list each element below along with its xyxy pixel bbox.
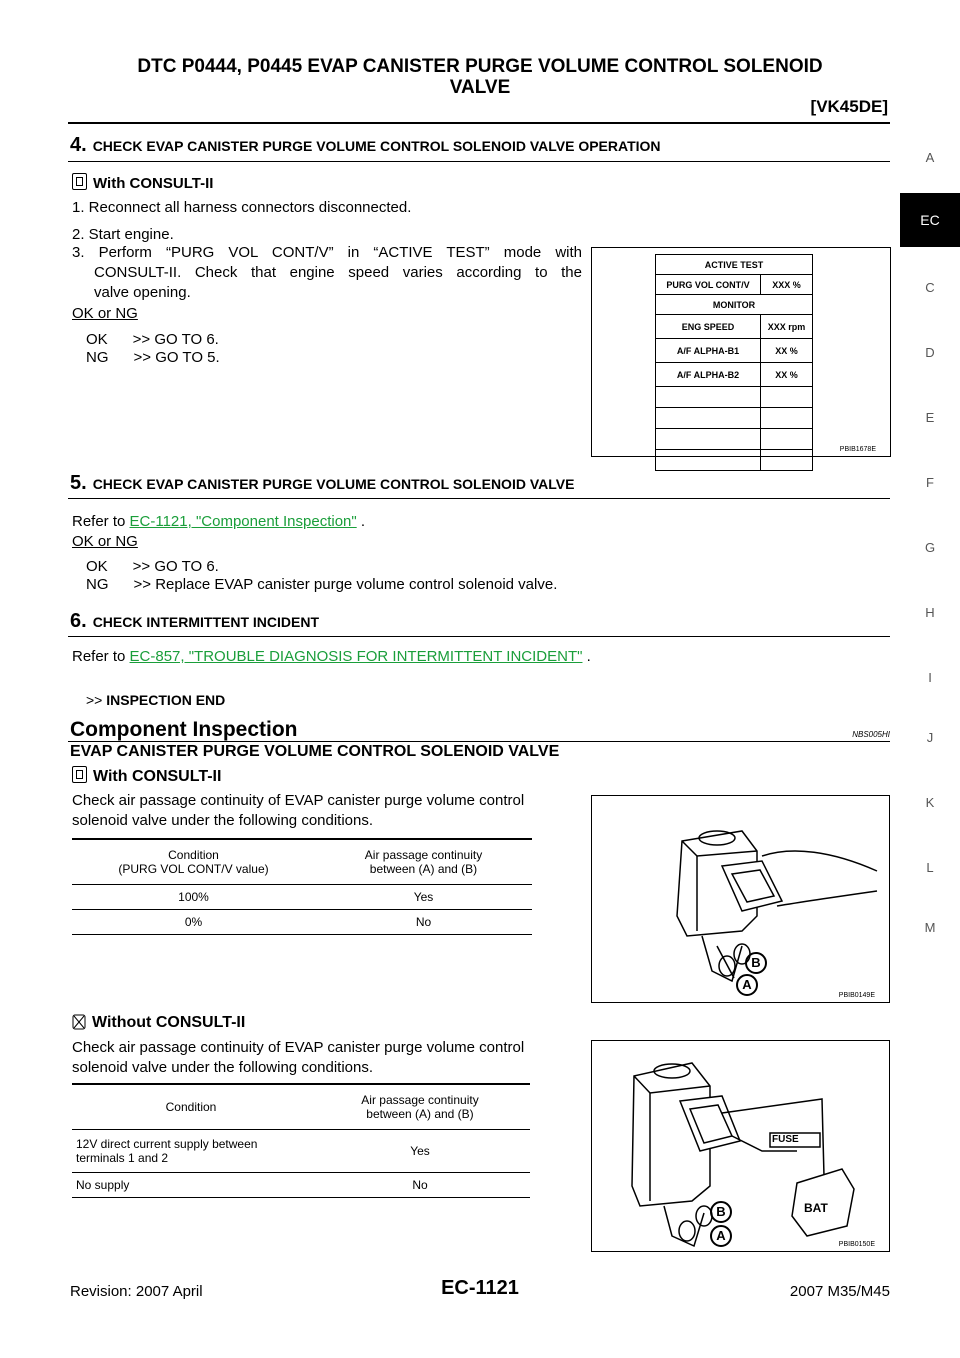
table2-header-continuity — [310, 1084, 530, 1130]
table2-header-continuity-a: Air passage continuity — [361, 1093, 479, 1107]
step4-item-3a: 3. Perform “PURG VOL CONT/V” in “ACTIVE TEST” mode with — [72, 244, 582, 261]
fig1-caption: PBIB0149E — [838, 992, 875, 999]
step5-ok: OK >> GO TO 6. — [86, 558, 219, 575]
fig2-label-b: B — [710, 1201, 732, 1223]
step6-refer-text: Refer to — [72, 648, 130, 665]
step4-item-1: 1. Reconnect all harness connectors disconnected. — [72, 199, 412, 216]
table2-row2-condition: No supply — [72, 1173, 310, 1198]
step4-heading — [70, 134, 661, 157]
page-title-line2: VALVE — [449, 77, 511, 98]
step5-title: CHECK EVAP CANISTER PURGE VOLUME CONTROL SOLENOID VALVE — [92, 476, 575, 492]
table1-row2-condition: 0% — [72, 910, 315, 935]
component-without-text1: Check air passage continuity of EVAP canister purge volume control — [72, 1039, 525, 1056]
active-test-figure — [591, 247, 891, 457]
side-index-f[interactable]: F — [926, 475, 934, 490]
side-index-h[interactable]: H — [925, 605, 935, 620]
component-without-text — [72, 1038, 524, 1078]
table-row — [72, 1130, 530, 1173]
component-rule — [68, 741, 890, 742]
active-test-row4-value: XX % — [761, 363, 813, 387]
table2-row2-value: No — [310, 1173, 530, 1198]
component-without-label: Without CONSULT-II — [92, 1014, 246, 1031]
component-title: Component Inspection — [70, 718, 298, 741]
side-index-j[interactable]: J — [926, 730, 934, 745]
table2-row1-condition-a: 12V direct current supply between — [76, 1137, 258, 1151]
table-row — [72, 1173, 530, 1198]
active-test-row1-label: PURG VOL CONT/V — [656, 275, 761, 295]
side-index-d[interactable]: D — [925, 345, 935, 360]
step6-end-prefix: >> — [86, 692, 103, 708]
step4-title: CHECK EVAP CANISTER PURGE VOLUME CONTROL SOLENOID VALVE OPERATION — [92, 138, 661, 154]
side-index-g[interactable]: G — [924, 540, 936, 555]
side-index-ec[interactable]: EC — [900, 193, 960, 247]
step6-rule — [68, 636, 890, 637]
fig1-label-b: B — [745, 952, 767, 974]
consult-icon — [72, 766, 87, 783]
footer-model: 2007 M35/M45 — [789, 1283, 890, 1300]
table2-header-continuity-b: between (A) and (B) — [366, 1107, 474, 1121]
component-without-text2: solenoid valve under the following conditions. — [72, 1059, 374, 1076]
component-without-consult — [72, 1013, 245, 1033]
side-index-c[interactable]: C — [925, 280, 935, 295]
page-title — [0, 56, 960, 98]
active-test-row3-label: A/F ALPHA-B1 — [656, 339, 761, 363]
step6-end-label: INSPECTION END — [106, 692, 226, 708]
consult-icon — [72, 173, 87, 190]
component-with-consult — [72, 766, 221, 787]
table1-row1-condition: 100% — [72, 885, 315, 910]
table1-row1-value: Yes — [315, 885, 532, 910]
step4-rule — [68, 161, 890, 162]
step6-end — [86, 692, 225, 708]
component-with-text1: Check air passage continuity of EVAP canister purge volume control — [72, 792, 525, 809]
step4-ok: OK >> GO TO 6. — [86, 331, 219, 348]
step5-number: 5. — [70, 472, 87, 494]
step5-ok-or-ng: OK or NG — [72, 533, 138, 550]
fig2-battery-label: BAT — [804, 1201, 828, 1215]
component-code: NBS005HI — [852, 730, 890, 739]
step6-refer — [72, 647, 591, 667]
active-test-header: ACTIVE TEST — [656, 255, 813, 275]
table2-header-condition: Condition — [72, 1084, 310, 1130]
component-subtitle: EVAP CANISTER PURGE VOLUME CONTROL SOLENOID VALVE — [70, 743, 560, 760]
solenoid-valve-figure — [591, 795, 890, 1003]
step4-item-3 — [72, 243, 582, 303]
table1-header-condition-a: Condition — [168, 848, 219, 862]
table1-header-continuity-b: between (A) and (B) — [369, 862, 478, 876]
footer-revision: Revision: 2007 April — [70, 1283, 203, 1300]
side-index-k[interactable]: K — [925, 795, 935, 810]
side-index-e[interactable]: E — [925, 410, 935, 425]
component-with-label: With CONSULT-II — [93, 768, 222, 785]
step6-heading — [70, 610, 319, 633]
side-index-a[interactable]: A — [925, 150, 935, 165]
component-with-text2: solenoid valve under the following conditions. — [72, 812, 374, 829]
no-consult-icon — [72, 1014, 86, 1030]
fig1-label-a: A — [736, 974, 758, 996]
solenoid-valve-drawing — [592, 796, 889, 1002]
page-title-line1: DTC P0444, P0445 EVAP CANISTER PURGE VOLUME CONTROL SOLENOID — [137, 56, 823, 77]
step5-link[interactable]: EC-1121, "Component Inspection" — [129, 513, 357, 530]
step5-ng: NG >> Replace EVAP canister purge volume control solenoid valve. — [86, 576, 558, 593]
footer-page-number: EC-1121 — [441, 1277, 519, 1299]
table1-header-continuity — [315, 839, 532, 885]
solenoid-battery-figure — [591, 1040, 890, 1252]
step6-title: CHECK INTERMITTENT INCIDENT — [92, 614, 320, 630]
step5-heading — [70, 472, 574, 495]
table-row — [72, 885, 532, 910]
step4-item-2: 2. Start engine. — [72, 226, 174, 243]
step6-number: 6. — [70, 610, 87, 632]
side-index-i[interactable]: I — [928, 670, 932, 685]
table2-row1-condition — [72, 1130, 310, 1173]
header-rule — [68, 122, 890, 124]
table-row — [72, 910, 532, 935]
fig2-caption: PBIB0150E — [838, 1241, 875, 1248]
step4-item-3b: CONSULT-II. Check that engine speed varies according to the — [94, 264, 582, 281]
solenoid-battery-drawing — [592, 1041, 889, 1251]
no-consult-condition-table — [72, 1083, 530, 1198]
step4-ng: NG >> GO TO 5. — [86, 349, 220, 366]
active-test-row3-value: XX % — [761, 339, 813, 363]
component-with-text — [72, 791, 524, 831]
fig2-fuse-label: FUSE — [772, 1134, 799, 1145]
step5-refer-text: Refer to — [72, 513, 130, 530]
table2-row1-value: Yes — [310, 1130, 530, 1173]
active-test-monitor: MONITOR — [656, 295, 813, 315]
step6-refer-end: . — [582, 648, 591, 665]
table2-row1-condition-b: terminals 1 and 2 — [76, 1151, 169, 1165]
active-test-row2-label: ENG SPEED — [656, 315, 761, 339]
consult-condition-table — [72, 838, 532, 935]
engine-code: [VK45DE] — [810, 97, 888, 116]
table1-header-condition — [72, 839, 315, 885]
step6-link[interactable]: EC-857, "TROUBLE DIAGNOSIS FOR INTERMITTENT INCIDENT" — [129, 648, 583, 665]
step4-number: 4. — [70, 134, 87, 156]
step4-with-label: With CONSULT-II — [93, 175, 214, 192]
side-index-l[interactable]: L — [926, 860, 934, 875]
side-index-m[interactable]: M — [924, 920, 936, 935]
active-test-caption: PBIB1678E — [839, 446, 876, 453]
step5-rule — [68, 498, 890, 499]
active-test-row4-label: A/F ALPHA-B2 — [656, 363, 761, 387]
table1-header-condition-b: (PURG VOL CONT/V value) — [118, 862, 269, 876]
table1-row2-value: No — [315, 910, 532, 935]
step5-refer — [72, 512, 365, 532]
table1-header-continuity-a: Air passage continuity — [364, 848, 483, 862]
step5-refer-end: . — [356, 513, 366, 530]
active-test-row2-value: XXX rpm — [761, 315, 813, 339]
active-test-row1-value: XXX % — [761, 275, 813, 295]
step4-with-consult — [72, 173, 213, 194]
fig2-label-a: A — [710, 1225, 732, 1247]
step4-ok-or-ng: OK or NG — [72, 305, 138, 322]
step4-item-3c: valve opening. — [94, 284, 191, 301]
active-test-table — [655, 254, 813, 471]
